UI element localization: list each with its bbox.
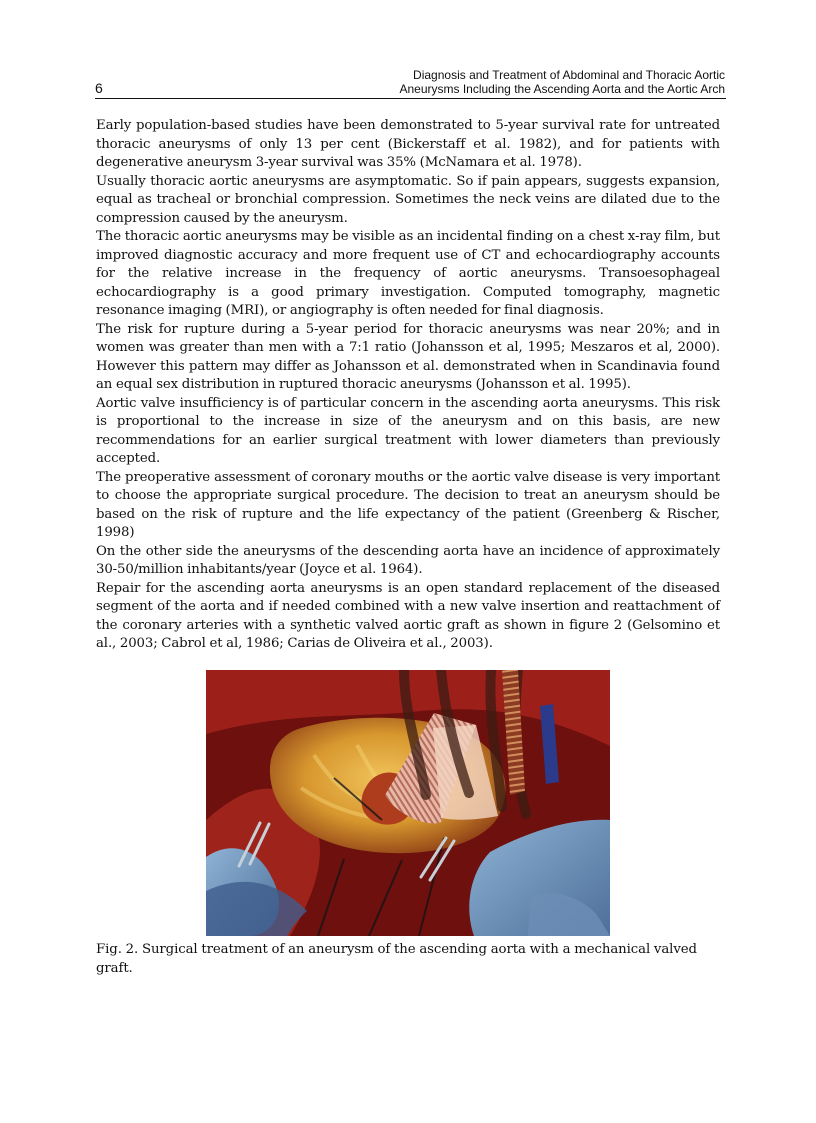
running-title-line-1: Diagnosis and Treatment of Abdominal and Thoracic Aortic	[413, 68, 725, 82]
surgical-photo	[206, 670, 610, 936]
paragraph-survival: Early population-based studies have been demonstrated to 5-year survival rate for untreated thoracic aneurysms of only 13 per cent (Bickerstaff et al. 1982), and for patients with degenerative aneurysm 3-year survival was 35% (McNamara et al. 1978).	[96, 118, 720, 170]
page-header	[95, 68, 726, 99]
paragraph-repair: Repair for the ascending aorta aneurysms is an open standard replacement of the diseased segment of the aorta and if needed combined with a new valve insertion and reattachment of the coronary arteries with a synthetic valved aortic graft as shown in figure 2 (Gelsomino et al., 2003; Cabrol et al, 1986; Carias de Oliveira et al., 2003).	[96, 580, 720, 651]
paragraph-symptoms: Usually thoracic aortic aneurysms are asymptomatic. So if pain appears, suggests expansion, equal as tracheal or bronchial compression. Sometimes the neck veins are dilated due to the compression caused by the aneurysm.	[96, 173, 720, 226]
paragraph-rupture-risk: The risk for rupture during a 5-year period for thoracic aneurysms was near 20%; and in women was greater than men with a 7:1 ratio (Johansson et al, 1995; Meszaros et al, 2000). However this pattern may differ as Johansson et al. demonstrated when in Scandinavia found an equal sex distribution in ruptured thoracic aneurysms (Johansson et al. 1995).	[96, 321, 720, 392]
running-title	[399, 68, 725, 96]
surgical-photo-illustration	[206, 670, 610, 936]
page-number: 6	[95, 80, 103, 96]
paragraph-descending-aorta: On the other side the aneurysms of the descending aorta have an incidence of approximately 30-50/million inhabitants/year (Joyce et al. 1964).	[96, 543, 720, 577]
paragraph-preoperative-assessment: The preoperative assessment of coronary mouths or the aortic valve disease is very important to choose the appropriate surgical procedure. The decision to treat an aneurysm should be based on the risk of rupture and the life expectancy of the patient (Greenberg & Rischer, 1998)	[96, 469, 720, 540]
body-text	[96, 117, 720, 654]
paragraph-valve-insufficiency: Aortic valve insufficiency is of particular concern in the ascending aorta aneurysms. This risk is proportional to the increase in size of the aneurysm and on this basis, are new recommendations for an earlier surgical treatment with lower diameters than previously accepted.	[96, 395, 720, 466]
paragraph-diagnosis: The thoracic aortic aneurysms may be visible as an incidental finding on a chest x-ray film, but improved diagnostic accuracy and more frequent use of CT and echocardiography accounts for the relative increase in the frequency of aortic aneurysms. Transoesophageal echocardiography is a good primary investigation. Computed tomography, magnetic resonance imaging (MRI), or angiography is often needed for final diagnosis.	[96, 229, 720, 318]
figure-caption: Fig. 2. Surgical treatment of an aneurysm of the ascending aorta with a mechanical valved graft.	[96, 942, 697, 976]
running-title-line-2: Aneurysms Including the Ascending Aorta and the Aortic Arch	[399, 82, 725, 96]
